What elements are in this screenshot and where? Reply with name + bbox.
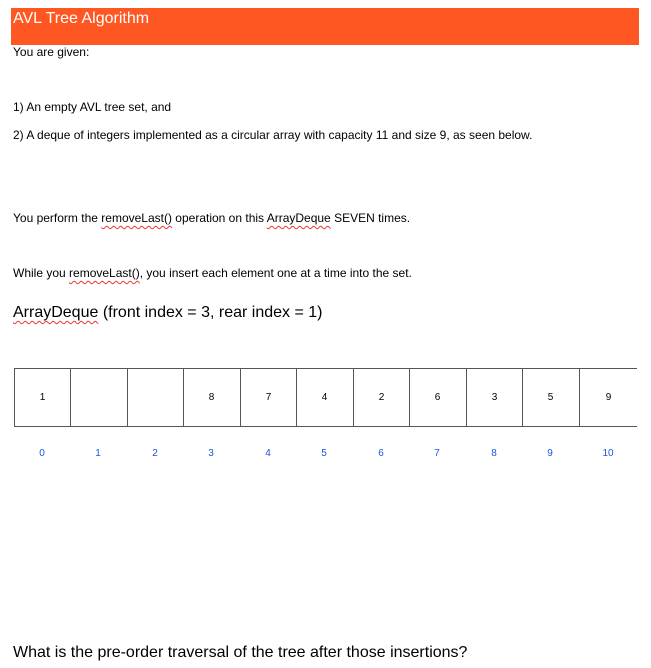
given-item-2: 2) A deque of integers implemented as a circular array with capacity 11 and size 9, as seen below. (13, 128, 533, 142)
array-cell-4: 7 (240, 369, 296, 426)
array-cell-0: 1 (14, 369, 70, 426)
insert-paragraph (13, 266, 412, 280)
deque-heading-rest: (front index = 3, rear index = 1) (98, 304, 323, 321)
array-index-2: 2 (152, 448, 158, 459)
array-index-0: 0 (39, 448, 45, 459)
array-cell-3: 8 (183, 369, 239, 426)
page-title: AVL Tree Algorithm (13, 10, 150, 27)
intro-text: You are given: (13, 45, 90, 59)
operation-text-2: operation on this (171, 211, 267, 225)
array-cell-1 (70, 369, 126, 426)
array-index-7: 7 (434, 448, 440, 459)
question-text: What is the pre-order traversal of the tree after those insertions? (13, 644, 468, 661)
array-cell-10: 9 (579, 369, 637, 426)
method-name: removeLast() (101, 211, 172, 225)
deque-class-name: ArrayDeque (13, 304, 99, 321)
array-index-4: 4 (265, 448, 271, 459)
operation-text-3: SEVEN times. (330, 211, 411, 225)
given-item-1: 1) An empty AVL tree set, and (13, 100, 172, 114)
array-index-6: 6 (378, 448, 384, 459)
array-cell-5: 4 (296, 369, 352, 426)
insert-text-1: While you (13, 266, 70, 280)
array-index-8: 8 (491, 448, 497, 459)
operation-text-1: You perform the (13, 211, 102, 225)
deque-heading (13, 303, 323, 323)
array-index-1: 1 (95, 448, 101, 459)
array-index-3: 3 (208, 448, 214, 459)
title-banner (11, 8, 639, 45)
array-cell-6: 2 (353, 369, 409, 426)
array-cell-9: 5 (522, 369, 578, 426)
array-index-5: 5 (321, 448, 327, 459)
circular-array (14, 368, 637, 427)
method-name: removeLast() (69, 266, 140, 280)
insert-text-2: , you insert each element one at a time into the set. (139, 266, 412, 280)
array-index-9: 9 (547, 448, 553, 459)
class-name: ArrayDeque (266, 211, 331, 225)
array-cell-8: 3 (466, 369, 522, 426)
array-index-10: 10 (602, 448, 614, 459)
operation-paragraph (13, 211, 410, 225)
array-cell-7: 6 (409, 369, 465, 426)
array-cell-2 (127, 369, 183, 426)
